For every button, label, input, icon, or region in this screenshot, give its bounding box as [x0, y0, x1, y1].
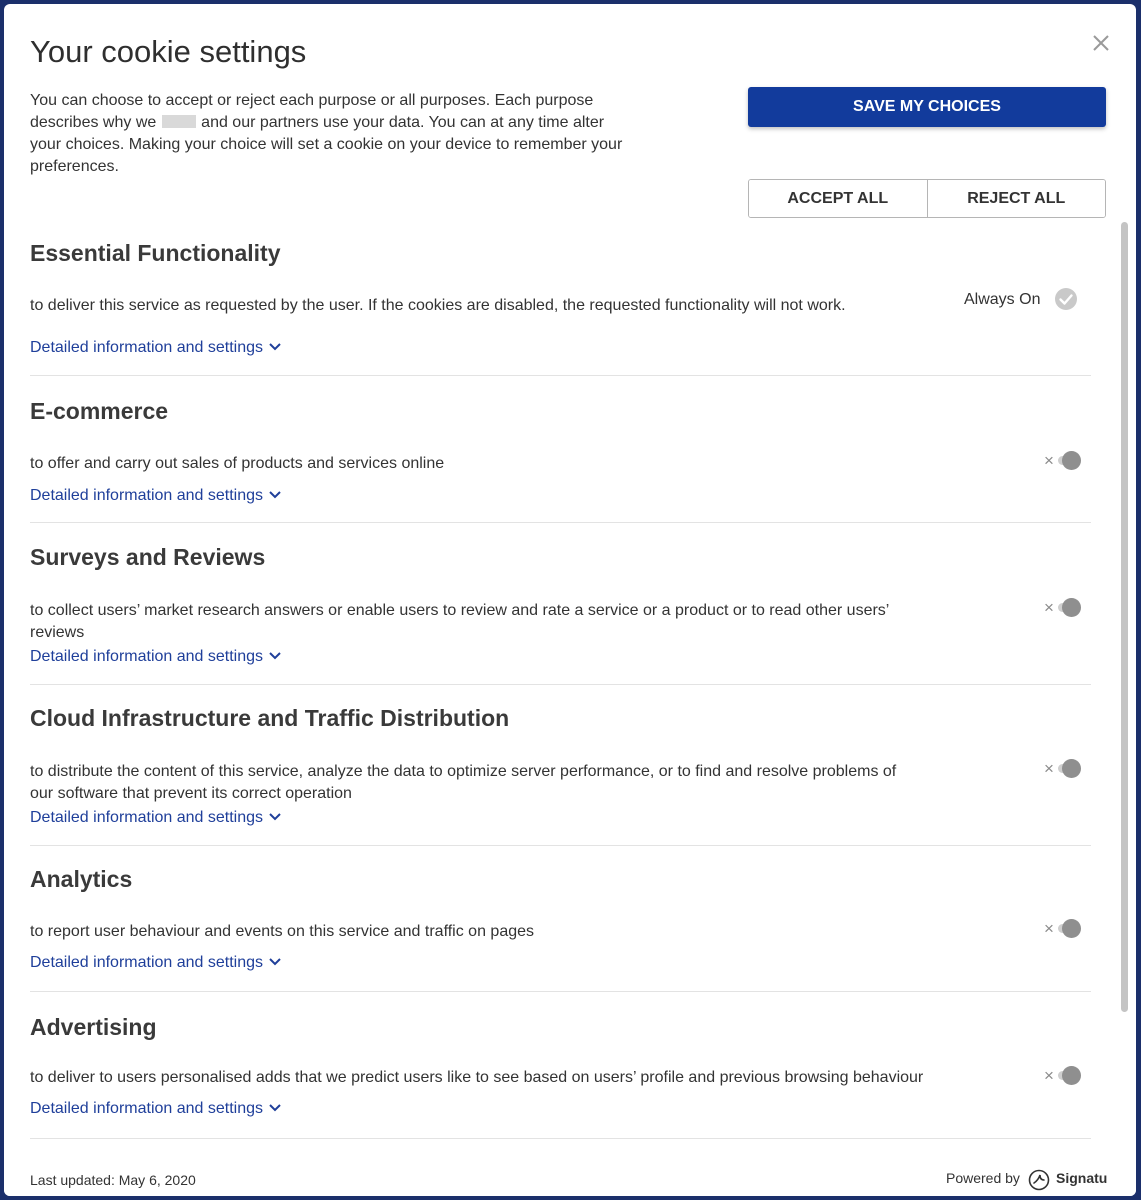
detailed-info-link[interactable]: [30, 339, 281, 357]
signatu-brand-link[interactable]: Signatu: [1056, 1170, 1108, 1186]
toggle-off-icon: ×: [1044, 759, 1054, 778]
analytics-toggle[interactable]: [1044, 919, 1080, 939]
e-commerce-toggle[interactable]: [1044, 451, 1080, 471]
chevron-down-icon: [269, 491, 281, 499]
cookie-settings-dialog: [4, 4, 1136, 1196]
toggle-off-icon: ×: [1044, 1066, 1054, 1085]
purpose-title: Analytics: [30, 866, 133, 892]
section-divider: [30, 845, 1091, 846]
cloud-infrastructure-toggle[interactable]: [1044, 759, 1080, 779]
purpose-description: to deliver this service as requested by the user. If the cookies are disabled, the requested functionality will not work.: [30, 297, 846, 314]
chevron-down-icon: [269, 343, 281, 351]
detailed-info-label: Detailed information and settings: [30, 487, 264, 504]
chevron-down-icon: [269, 958, 281, 966]
chevron-down-icon: [269, 1104, 281, 1112]
check-icon: [1054, 287, 1078, 311]
purpose-description: to distribute the content of this service, analyze the data to optimize server performance, or to find and resolve problems of our software that prevent its correct operation: [30, 763, 897, 802]
toggle-knob: [1062, 451, 1081, 470]
scrollbar-thumb[interactable]: [1121, 222, 1128, 1012]
purpose-advertising: [30, 1014, 1091, 1139]
section-divider: [30, 1138, 1091, 1139]
detailed-info-link[interactable]: [30, 1100, 281, 1118]
signatu-logo-icon: [1028, 1169, 1050, 1191]
detailed-info-label: Detailed information and settings: [30, 339, 264, 356]
purpose-description: to collect users’ market research answers or enable users to review and rate a service or a product or to read other users’ reviews: [30, 602, 889, 641]
purpose-essential-functionality: [30, 240, 1091, 376]
powered-by-text: Powered by: [946, 1170, 1020, 1186]
purpose-title: Surveys and Reviews: [30, 544, 266, 570]
advertising-toggle[interactable]: [1044, 1066, 1080, 1086]
purpose-description: to deliver to users personalised adds that we predict users like to see based on users’ profile and previous browsing behaviour: [30, 1069, 924, 1086]
intro-text-end: and our partners use your data. You can at any time alter your choices. Making your choice will set a cookie on your device to remember your preferences.: [30, 114, 623, 175]
chevron-down-icon: [269, 813, 281, 821]
detailed-info-label: Detailed information and settings: [30, 809, 264, 826]
chevron-down-icon: [269, 652, 281, 660]
detailed-info-label: Detailed information and settings: [30, 648, 264, 665]
toggle-knob: [1062, 919, 1081, 938]
section-divider: [30, 684, 1091, 685]
toggle-off-icon: ×: [1044, 598, 1054, 617]
detailed-info-link[interactable]: [30, 487, 281, 505]
toggle-knob: [1062, 1066, 1081, 1085]
detailed-info-link[interactable]: [30, 648, 281, 666]
section-divider: [30, 375, 1091, 376]
purpose-title: Essential Functionality: [30, 240, 281, 266]
purpose-surveys-and-reviews: [30, 544, 1091, 685]
surveys-and-reviews-toggle[interactable]: [1044, 598, 1080, 618]
last-updated-text: Last updated: May 6, 2020: [30, 1172, 196, 1188]
save-my-choices-button[interactable]: SAVE MY CHOICES: [748, 87, 1106, 127]
purpose-title: E-commerce: [30, 398, 169, 424]
section-divider: [30, 522, 1091, 523]
purpose-analytics: [30, 866, 1091, 992]
detailed-info-label: Detailed information and settings: [30, 1100, 264, 1117]
scrollbar[interactable]: [1118, 222, 1130, 1152]
section-divider: [30, 991, 1091, 992]
dialog-title: Your cookie settings: [30, 34, 307, 69]
toggle-off-icon: ×: [1044, 919, 1054, 938]
purpose-e-commerce: [30, 398, 1091, 523]
toggle-knob: [1062, 759, 1081, 778]
reject-all-button[interactable]: REJECT ALL: [927, 180, 1106, 217]
dialog-intro: [30, 90, 636, 178]
redacted-company-name: [162, 115, 196, 128]
toggle-off-icon: ×: [1044, 451, 1054, 470]
intro-text-start: You can choose to accept or reject each purpose or all purposes. Each purpose describes why we: [30, 92, 594, 131]
toggle-knob: [1062, 598, 1081, 617]
detailed-info-label: Detailed information and settings: [30, 954, 264, 971]
dialog-footer: [4, 1154, 1136, 1196]
detailed-info-link[interactable]: [30, 954, 281, 972]
purpose-description: to report user behaviour and events on this service and traffic on pages: [30, 923, 535, 940]
purpose-description: to offer and carry out sales of products and services online: [30, 455, 445, 472]
accept-reject-group: [748, 179, 1106, 218]
detailed-info-link[interactable]: [30, 809, 281, 827]
purpose-title: Cloud Infrastructure and Traffic Distribution: [30, 705, 510, 731]
purpose-title: Advertising: [30, 1014, 157, 1040]
accept-all-button[interactable]: ACCEPT ALL: [749, 180, 927, 217]
close-icon[interactable]: [1090, 32, 1112, 54]
always-on-label: Always On: [964, 291, 1041, 308]
purpose-cloud-infrastructure: [30, 705, 1091, 846]
